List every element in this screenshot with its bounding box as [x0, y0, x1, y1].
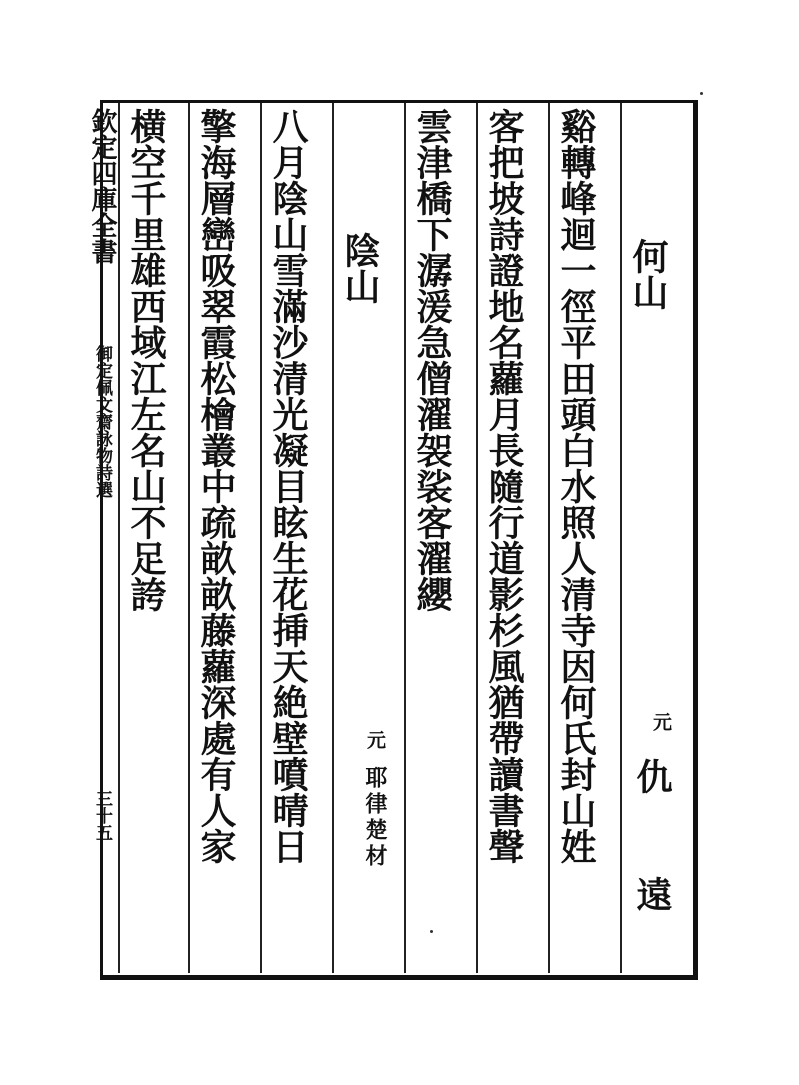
author-name: 仇 遠 — [631, 758, 673, 932]
poem-line: 谿轉峰迴一徑平田頭白水照人清寺因何氏封山姓 — [555, 108, 597, 864]
column-rule — [620, 103, 622, 973]
margin-book-title: 欽定四庫全書 — [87, 108, 117, 264]
column-rule — [476, 103, 478, 973]
poem-line: 擎海層巒吸翠霞松檜叢中疏畝畝藤蘿深處有人家 — [195, 108, 237, 864]
author-dynasty: 元 — [650, 712, 672, 731]
margin-page-number: 三十五 — [92, 790, 112, 841]
poem-line: 雲津橋下潺湲急僧濯袈裟客濯纓 — [411, 108, 453, 612]
column-rule — [260, 103, 262, 973]
poem-title: 陰山 — [339, 232, 381, 304]
poem-line: 横空千里雄西域江左名山不足誇 — [125, 108, 167, 612]
author-name: 耶律楚材 — [362, 766, 388, 870]
scan-speck — [430, 930, 433, 933]
poem-line: 八月陰山雪滿沙清光凝目眩生花挿天絶壁噴晴日 — [267, 108, 309, 864]
poem-title: 何山 — [627, 238, 669, 310]
column-rule — [188, 103, 190, 973]
scan-speck — [700, 92, 703, 95]
column-rule — [548, 103, 550, 973]
column-rule — [404, 103, 406, 973]
margin-volume-title: 御定佩文齋詠物詩選 — [92, 345, 112, 498]
author-dynasty: 元 — [364, 730, 386, 749]
column-rule — [118, 103, 120, 973]
poem-line: 客把坡詩證地名蘿月長隨行道影杉風猶帶讀書聲 — [483, 108, 525, 864]
column-rule — [332, 103, 334, 973]
